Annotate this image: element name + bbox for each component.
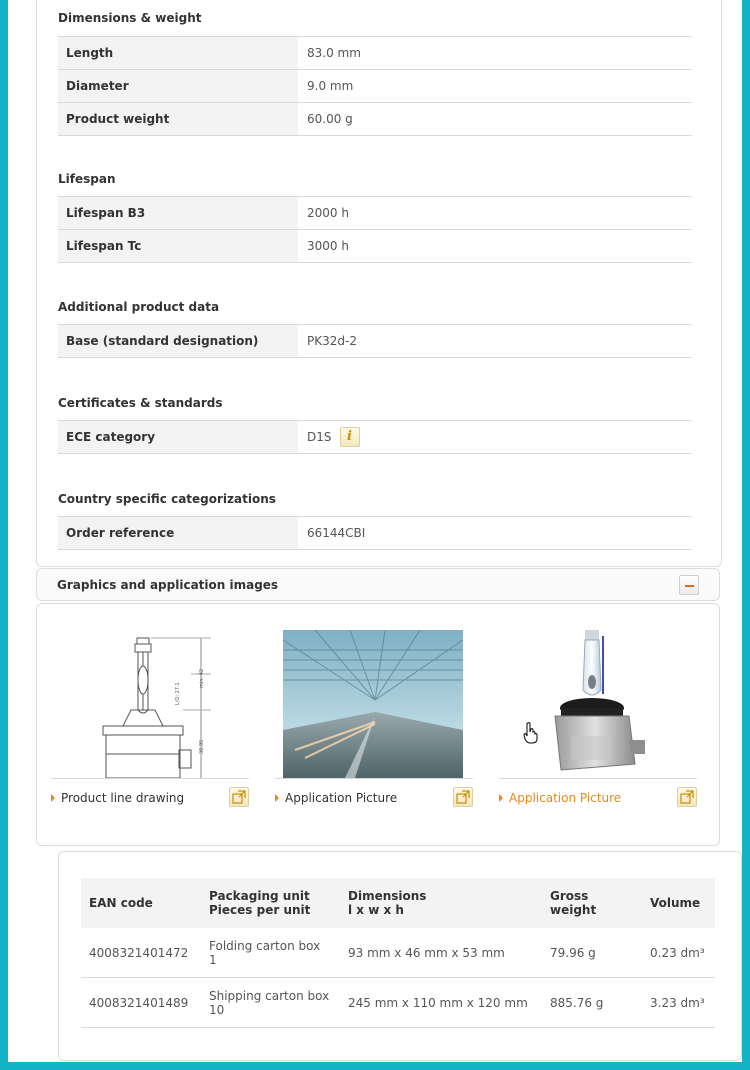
spec-label: Diameter xyxy=(58,70,298,102)
drawing-label: min: 42 xyxy=(199,668,205,688)
arrow-right-icon xyxy=(499,794,503,802)
ece-category-value: D1S xyxy=(307,430,332,444)
section-title-dimensions: Dimensions & weight xyxy=(58,11,202,25)
spec-value xyxy=(298,421,692,453)
spec-table-dimensions xyxy=(58,36,692,136)
section-title-certificates: Certificates & standards xyxy=(58,396,223,410)
page-frame xyxy=(8,0,742,1062)
cell-ean: 4008321401489 xyxy=(81,978,201,1028)
header-line: l x w x h xyxy=(348,903,404,917)
spec-table-country xyxy=(58,516,692,550)
unit-name: Folding carton box xyxy=(209,938,321,953)
spec-label: Product weight xyxy=(58,103,298,135)
section-title-additional: Additional product data xyxy=(58,300,220,314)
popout-icon[interactable] xyxy=(453,787,473,807)
graphics-panel-title: Graphics and application images xyxy=(57,578,279,592)
spec-value: 60.00 g xyxy=(307,112,353,126)
graphics-panel xyxy=(36,603,720,846)
cell-packaging-unit xyxy=(201,928,340,978)
drawing-label: L/O: 27.1 xyxy=(175,682,181,705)
table-row xyxy=(81,928,715,978)
spec-table-additional xyxy=(58,324,692,358)
technical-data-panel xyxy=(36,0,722,567)
spec-table-certificates xyxy=(58,420,692,454)
header-line: Dimensions xyxy=(348,889,427,903)
unit-pieces: 10 xyxy=(209,1002,225,1017)
spec-label: Lifespan Tc xyxy=(58,230,298,262)
section-title-lifespan: Lifespan xyxy=(58,172,116,186)
image-caption[interactable] xyxy=(499,778,697,815)
spec-label: Lifespan B3 xyxy=(58,197,298,229)
unit-pieces: 1 xyxy=(209,952,217,967)
table-row xyxy=(81,978,715,1028)
arrow-right-icon xyxy=(275,794,279,802)
popout-icon[interactable] xyxy=(677,787,697,807)
packaging-table xyxy=(81,878,715,1028)
caption-text[interactable]: Application Picture xyxy=(509,791,622,805)
spec-value: PK32d-2 xyxy=(307,334,357,348)
popout-icon[interactable] xyxy=(229,787,249,807)
image-caption[interactable] xyxy=(51,778,249,815)
cell-dimensions: 245 mm x 110 mm x 120 mm xyxy=(340,978,542,1028)
cell-ean: 4008321401472 xyxy=(81,928,201,978)
arrow-right-icon xyxy=(51,794,55,802)
spec-row xyxy=(58,36,692,69)
hand-cursor-icon xyxy=(523,722,539,747)
spec-label: ECE category xyxy=(58,421,298,453)
spec-value: 3000 h xyxy=(307,239,349,253)
spec-label: Length xyxy=(58,37,298,69)
spec-row xyxy=(58,420,692,454)
image-caption[interactable] xyxy=(275,778,473,815)
caption-text[interactable]: Product line drawing xyxy=(61,791,185,805)
header-line: Pieces per unit xyxy=(209,903,311,917)
packaging-panel xyxy=(58,851,742,1061)
cell-gross-weight: 885.76 g xyxy=(542,978,642,1028)
table-header-row xyxy=(81,878,715,928)
spec-row xyxy=(58,516,692,550)
spec-row xyxy=(58,196,692,229)
spec-value: 2000 h xyxy=(307,206,349,220)
cell-volume: 3.23 dm³ xyxy=(642,978,715,1028)
spec-label: Base (standard designation) xyxy=(58,325,298,357)
spec-value: 9.0 mm xyxy=(307,79,354,93)
spec-table-lifespan xyxy=(58,196,692,263)
spec-value: 66144CBI xyxy=(307,526,366,540)
application-picture-bulb[interactable] xyxy=(499,630,697,778)
spec-row xyxy=(58,69,692,102)
info-icon[interactable]: i xyxy=(340,427,360,447)
cell-dimensions: 93 mm x 46 mm x 53 mm xyxy=(340,928,542,978)
column-header-packaging-unit xyxy=(201,878,340,928)
section-title-country: Country specific categorizations xyxy=(58,492,276,506)
drawing-label: 30.95 xyxy=(199,739,205,754)
column-header-volume: Volume xyxy=(642,878,715,928)
collapse-button[interactable] xyxy=(679,575,699,595)
graphics-panel-header[interactable] xyxy=(36,568,720,601)
spec-row xyxy=(58,102,692,136)
spec-row xyxy=(58,324,692,358)
spec-value: 83.0 mm xyxy=(307,46,361,60)
header-line: Packaging unit xyxy=(209,889,310,903)
product-line-drawing[interactable] xyxy=(51,630,249,778)
cell-packaging-unit xyxy=(201,978,340,1028)
column-header-gross-weight: Gross weight xyxy=(542,878,642,928)
column-header-ean: EAN code xyxy=(81,878,201,928)
spec-row xyxy=(58,229,692,263)
unit-name: Shipping carton box xyxy=(209,988,330,1003)
spec-label: Order reference xyxy=(58,517,298,549)
cell-gross-weight: 79.96 g xyxy=(542,928,642,978)
cell-volume: 0.23 dm³ xyxy=(642,928,715,978)
application-picture-tunnel[interactable] xyxy=(275,630,473,778)
column-header-dimensions xyxy=(340,878,542,928)
caption-text[interactable]: Application Picture xyxy=(285,791,398,805)
